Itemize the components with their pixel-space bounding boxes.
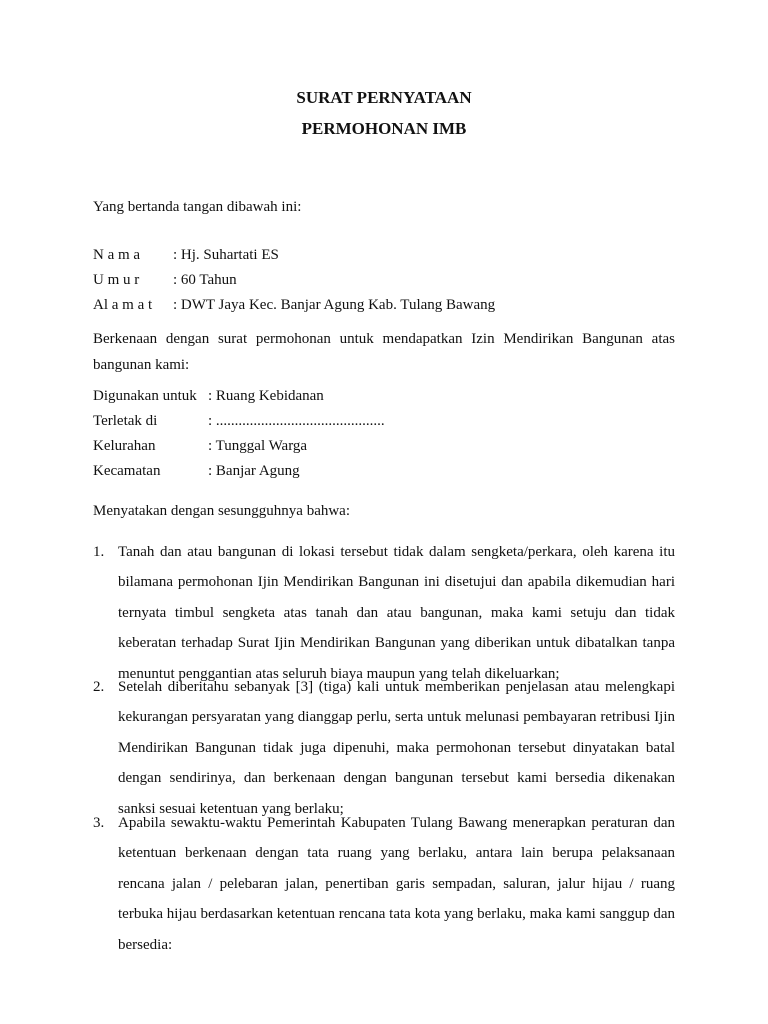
intro-text: Yang bertanda tangan dibawah ini: xyxy=(93,199,302,215)
building-value: : ............................................. xyxy=(208,413,385,429)
identity-value: : Hj. Suhartati ES xyxy=(173,247,279,263)
building-row-use xyxy=(93,387,324,406)
building-value: : Ruang Kebidanan xyxy=(208,388,324,404)
document-title-line1: SURAT PERNYATAAN xyxy=(296,88,472,107)
building-label: Kecamatan xyxy=(93,463,161,479)
identity-row-age xyxy=(93,271,237,290)
item-number: 3. xyxy=(93,815,105,831)
building-label: Digunakan untuk xyxy=(93,388,197,404)
identity-row-address xyxy=(93,296,495,315)
building-label: Kelurahan xyxy=(93,438,156,454)
building-row-village xyxy=(93,437,307,456)
identity-label: N a m a xyxy=(93,247,141,263)
identity-label: Al a m a t xyxy=(93,297,153,313)
identity-value: : 60 Tahun xyxy=(173,272,237,288)
document-title-line2: PERMOHONAN IMB xyxy=(301,119,467,138)
item-text: Setelah diberitahu sebanyak [3] (tiga) kali untuk memberikan penjelasan atau melengkapi kekurangan persyaratan yang dianggap perlu, serta untuk melunasi pembayaran retribusi Ijin Mendirikan Bangunan tidak juga dipenuhi, maka permohonan tersebut dinyatakan batal dengan sendirinya, dan berkenaan dengan bangunan tersebut kami bersedia dikenakan sanksi sesuai ketentuan yang berlaku; xyxy=(118,679,675,817)
building-row-location xyxy=(93,412,385,431)
building-value: : Tunggal Warga xyxy=(208,438,308,454)
item-text: Tanah dan atau bangunan di lokasi tersebut tidak dalam sengketa/perkara, oleh karena itu bilamana permohonan Ijin Mendirikan Bangunan ini disetujui dan apabila dikemudian hari ternyata timbul sengketa atas tanah dan atau bangunan, maka kami setuju dan tidak keberatan terhadap Surat Ijin Mendirikan Bangunan yang diberikan untuk dibatalkan tanpa menuntut penggantian atas seluruh biaya maupun yang telah dikeluarkan; xyxy=(118,544,675,682)
building-label: Terletak di xyxy=(93,413,158,429)
context-paragraph: Berkenaan dengan surat permohonan untuk mendapatkan Izin Mendirikan Bangunan atas bangunan kami: xyxy=(93,331,675,373)
item-text: Apabila sewaktu-waktu Pemerintah Kabupaten Tulang Bawang menerapkan peraturan dan ketentuan berkenaan dengan tata ruang yang berlaku, antara lain berupa pelaksanaan rencana jalan / pelebaran jalan, penertiban garis sempadan, saluran, jalur hijau / ruang terbuka hijau berdasarkan ketentuan rencana tata kota yang berlaku, maka kami sanggup dan bersedia: xyxy=(118,815,675,953)
building-row-district xyxy=(93,462,300,481)
identity-value: : DWT Jaya Kec. Banjar Agung Kab. Tulang Bawang xyxy=(173,297,496,313)
item-number: 2. xyxy=(93,679,105,695)
identity-row-name xyxy=(93,246,279,265)
building-value: : Banjar Agung xyxy=(208,463,300,479)
item-number: 1. xyxy=(93,544,105,560)
declaration-intro: Menyatakan dengan sesungguhnya bahwa: xyxy=(93,503,351,519)
identity-label: U m u r xyxy=(93,272,140,288)
